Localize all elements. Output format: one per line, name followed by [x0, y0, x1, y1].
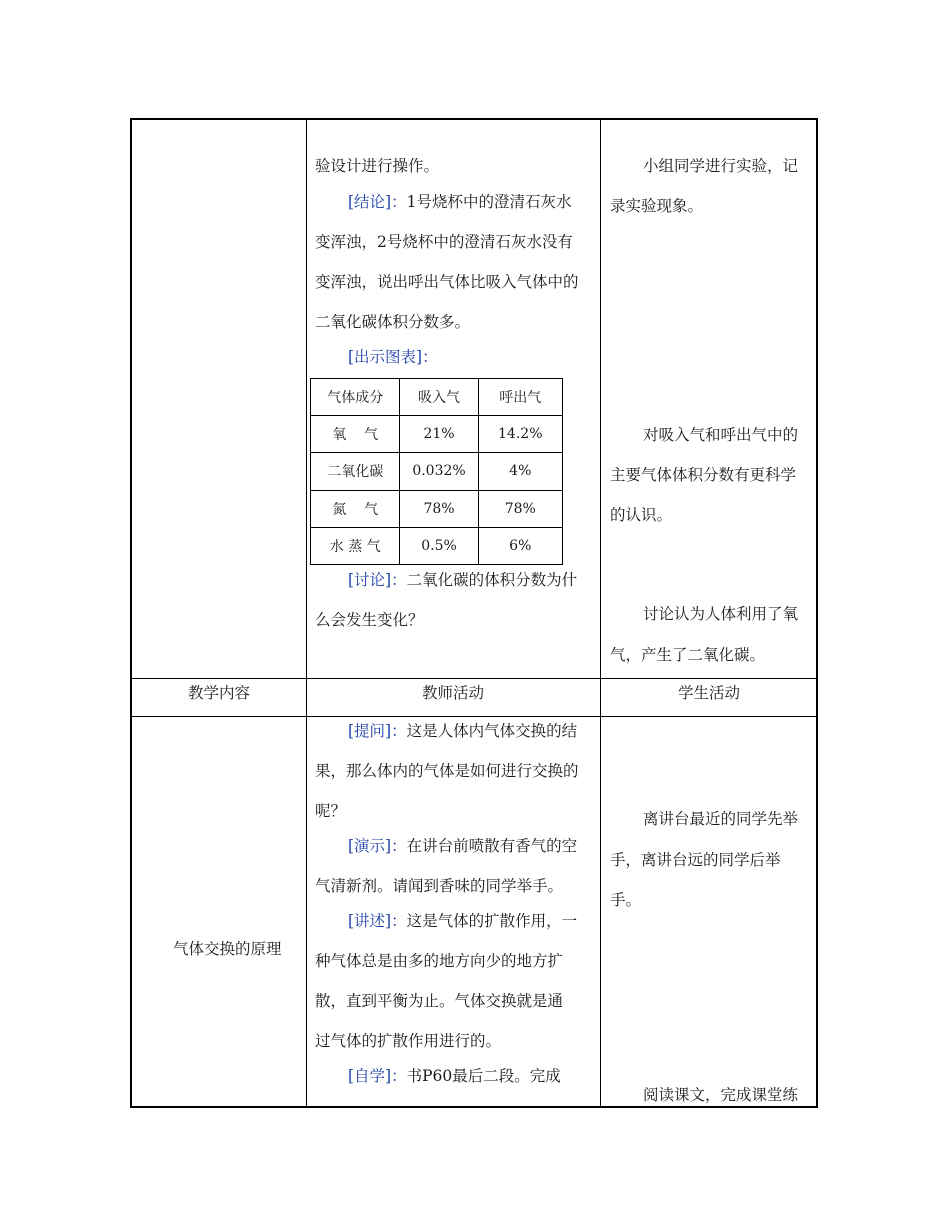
student-bottom-line-3: 手。	[610, 891, 642, 909]
gas-table-header-inhaled: 吸入气	[400, 379, 478, 416]
student-line-6: 讨论认为人体利用了氧	[643, 605, 799, 623]
narrate-line-3: 散，直到平衡为止。气体交换就是通	[315, 992, 564, 1010]
gas-composition-table	[310, 378, 563, 565]
content-label: 气体交换的原理	[173, 940, 282, 958]
row-divider-top	[132, 678, 816, 679]
gas-table-row	[311, 527, 563, 564]
gas-table-header-component: 气体成分	[311, 379, 400, 416]
conclusion-tag: [结论]：	[348, 193, 407, 211]
discuss-tag: [讨论]：	[348, 571, 407, 589]
gas-table-header-exhaled: 呼出气	[478, 379, 562, 416]
column-divider-1	[306, 120, 307, 1106]
student-line-2: 录实验现象。	[610, 197, 704, 215]
teacher-line-1: 验设计进行操作。	[315, 157, 440, 175]
gas-name: 氧 气	[311, 416, 400, 453]
student-bottom-line-1: 离讲台最近的同学先举	[643, 810, 799, 828]
student-line-4: 主要气体体积分数有更科学	[610, 466, 797, 484]
header-student-activity: 学生活动	[677, 684, 740, 702]
question-line-3: 呢？	[315, 802, 347, 820]
question-paragraph	[348, 721, 577, 741]
student-bottom-line-2: 手，离讲台远的同学后举	[610, 851, 781, 869]
self-study-tag: [自学]：	[348, 1067, 407, 1085]
gas-exhaled-value: 14.2%	[478, 416, 562, 453]
question-line-2: 果，那么体内的气体是如何进行交换的	[315, 762, 579, 780]
column-divider-2	[600, 120, 601, 1106]
gas-table-row	[311, 490, 563, 527]
gas-name: 二氧化碳	[311, 453, 400, 490]
demo-line-2: 气清新剂。请闻到香味的同学举手。	[315, 877, 564, 895]
gas-exhaled-value: 4%	[478, 453, 562, 490]
question-text: 这是人体内气体交换的结	[406, 722, 578, 740]
narrate-tag: [讲述]：	[348, 912, 407, 930]
teacher-line-3: 变浑浊，说出呼出气体比吸入气体中的	[315, 273, 579, 291]
student-line-1: 小组同学进行实验，记	[643, 157, 799, 175]
self-study-text: 书P60最后二段。完成	[406, 1067, 561, 1085]
narrate-paragraph	[348, 911, 577, 931]
gas-table-row	[311, 453, 563, 490]
narrate-line-2: 种气体总是由多的地方向少的地方扩	[315, 952, 564, 970]
row-divider-header	[132, 716, 816, 717]
chart-tag: [出示图表]：	[348, 348, 438, 366]
student-line-5: 的认识。	[610, 506, 673, 524]
gas-exhaled-value: 78%	[478, 490, 562, 527]
gas-inhaled-value: 78%	[400, 490, 478, 527]
demo-tag: [演示]：	[348, 837, 407, 855]
teacher-line-4: 二氧化碳体积分数多。	[315, 313, 471, 331]
gas-table-row	[311, 416, 563, 453]
gas-inhaled-value: 0.032%	[400, 453, 478, 490]
header-teacher-activity: 教师活动	[421, 684, 484, 702]
gas-inhaled-value: 21%	[400, 416, 478, 453]
demo-paragraph	[348, 836, 577, 856]
conclusion-text: 1号烧杯中的澄清石灰水	[406, 193, 572, 211]
narrate-line-4: 过气体的扩散作用进行的。	[315, 1032, 502, 1050]
header-teaching-content: 教学内容	[187, 684, 250, 702]
discuss-paragraph	[348, 570, 577, 590]
teacher-line-5: 么会发生变化？	[315, 611, 424, 629]
gas-table-header-row	[311, 379, 563, 416]
conclusion-paragraph	[348, 192, 571, 212]
student-line-7: 气，产生了二氧化碳。	[610, 646, 766, 664]
gas-name: 水 蒸 气	[311, 527, 400, 564]
teacher-line-2: 变浑浊，2号烧杯中的澄清石灰水没有	[315, 233, 573, 251]
question-tag: [提问]：	[348, 722, 407, 740]
student-bottom-line-4: 阅读课文，完成课堂练	[643, 1086, 799, 1104]
student-line-3: 对吸入气和呼出气中的	[643, 426, 799, 444]
narrate-text: 这是气体的扩散作用，一	[406, 912, 578, 930]
gas-name: 氮 气	[311, 490, 400, 527]
gas-exhaled-value: 6%	[478, 527, 562, 564]
self-study-paragraph	[348, 1066, 561, 1086]
discuss-text: 二氧化碳的体积分数为什	[406, 571, 578, 589]
gas-inhaled-value: 0.5%	[400, 527, 478, 564]
demo-text: 在讲台前喷散有香气的空	[406, 837, 578, 855]
